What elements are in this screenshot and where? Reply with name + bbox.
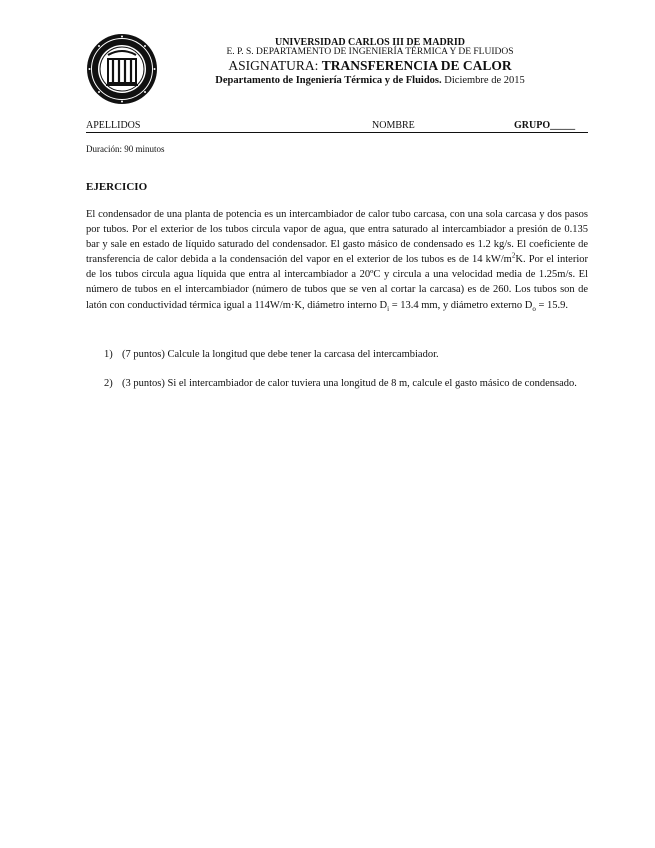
question-item — [104, 348, 588, 363]
subject-line — [170, 59, 570, 73]
name-field-label: NOMBRE — [372, 120, 415, 131]
subject-prefix: ASIGNATURA: — [228, 58, 322, 73]
question-number: 2) — [104, 378, 113, 389]
question-number: 1) — [104, 349, 113, 360]
subscript-i: i — [387, 304, 390, 313]
university-seal-icon — [86, 33, 158, 105]
department-date-line — [170, 76, 570, 87]
exam-duration: Duración: 90 minutos — [86, 144, 165, 154]
subject-name: TRANSFERENCIA DE CALOR — [321, 58, 512, 73]
exercise-title: EJERCICIO — [86, 181, 148, 193]
question-text: (3 puntos) Si el intercambiador de calor tuviera una longitud de 8 m, calcule el gasto másico de condensado. — [122, 378, 577, 389]
exam-date: Diciembre de 2015 — [441, 75, 525, 86]
question-item — [104, 377, 588, 392]
department-name: Departamento de Ingeniería Térmica y de Fluidos. — [215, 75, 442, 86]
subscript-o: o — [532, 304, 536, 313]
department-line: E. P. S. DEPARTAMENTO DE INGENIERÍA TÉRMICA Y DE FLUIDOS — [226, 47, 514, 57]
superscript-2: 2 — [511, 251, 516, 260]
statement-part-4: = 15.9. — [535, 299, 569, 311]
surname-field-label: APELLIDOS — [86, 120, 141, 131]
university-name: UNIVERSIDAD CARLOS III DE MADRID — [274, 37, 466, 48]
group-field-label: GRUPO_____ — [514, 120, 576, 131]
statement-part-3: = 13.4 mm, y diámetro externo D — [389, 299, 533, 311]
exercise-statement — [86, 207, 588, 313]
statement-part-1: El condensador de una planta de potencia es un intercambiador de calor tubo carcasa, con una sola carcasa y dos pasos por tubos. Por el exterior de los tubos circula vapor de agua, que entra saturado al intercambiador a presión de 0.135 bar y sale en estado de líquido saturado del condensador. El gasto másico de condensado es 1.2 kg/s. El coeficiente de transferencia de calor debida a la condensación del vapor en el exterior de los tubos es de 14 kW/m — [86, 209, 588, 266]
student-fields-row — [86, 120, 588, 133]
question-text: (7 puntos) Calcule la longitud que debe tener la carcasa del intercambiador. — [122, 349, 439, 360]
statement-part-2: K. Por el interior de los tubos circula agua líquida que entra al intercambiador a 20ºC y circula a una velocidad media de 1.25m/s. El número de tubos en el intercambiador (número de tubos que se ven al cortar la carcasa) es de 260. Los tubos son de latón con conductividad térmica igual a 114W/m·K, diámetro interno D — [86, 254, 589, 311]
